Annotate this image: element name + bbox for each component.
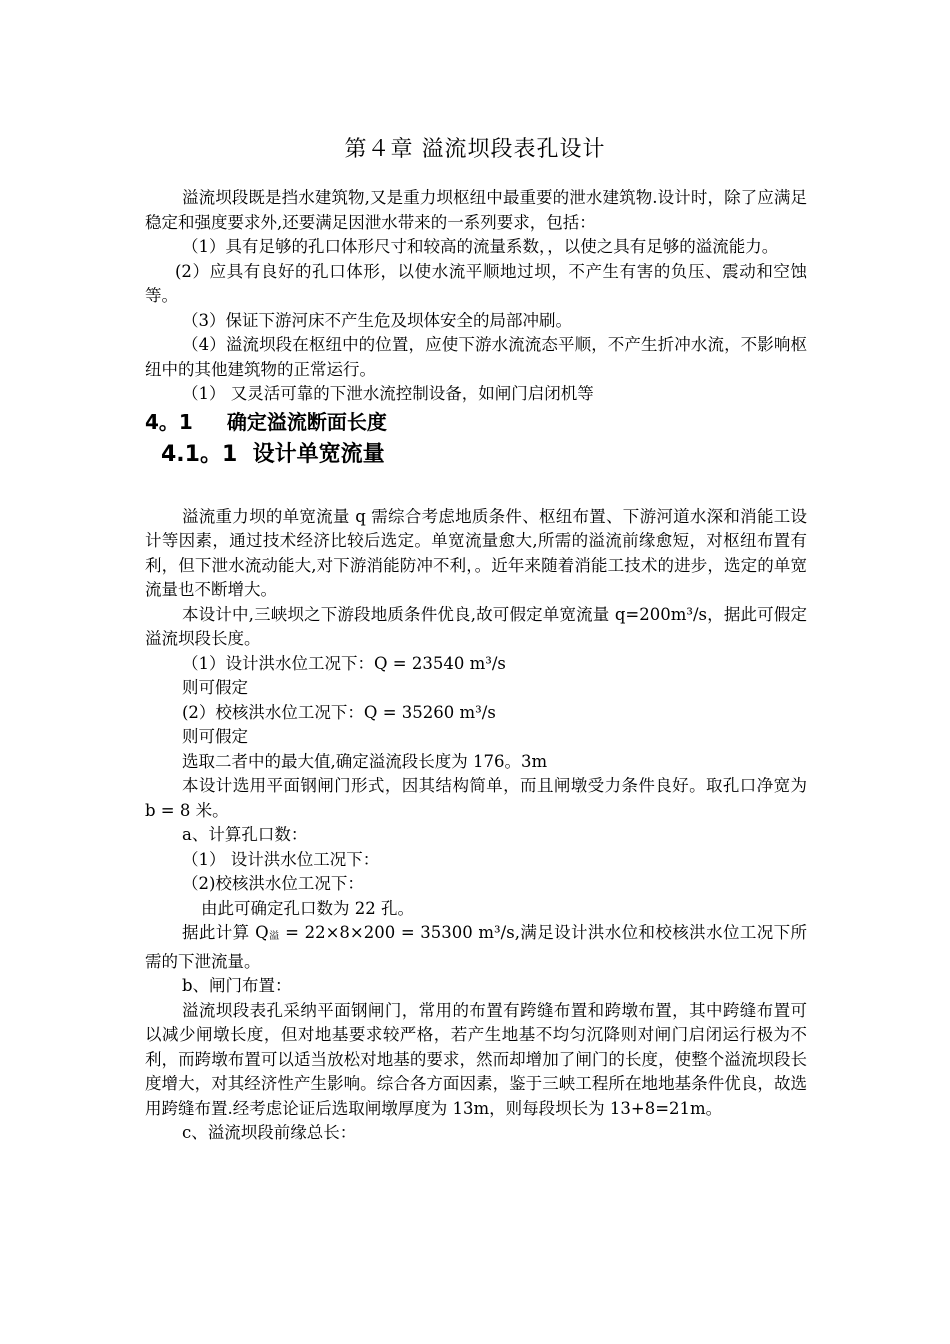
paragraph: 溢流重力坝的单宽流量 q 需综合考虑地质条件、枢纽布置、下游河道水深和消能工设计等因素，通过技术经济比较后选定。单宽流量愈大,所需的溢流前缘愈短，对枢纽布置有利，但下泄水流动能大,对下游消能防冲不利，。近年来随着消能工技术的进步，选定的单宽流量也不断增大。 <box>145 506 807 599</box>
paragraph: （1） 设计洪水位工况下： <box>182 849 380 869</box>
paragraph: （2)校核洪水位工况下： <box>182 874 364 893</box>
document-body <box>145 186 807 1146</box>
section-number: 4。1 <box>145 409 193 434</box>
intro-item-2: (2）应具有良好的孔口体形，以使水流平顺地过坝，不产生有害的负压、震动和空蚀等。 <box>145 261 807 305</box>
text-run: 据此计算 Q <box>182 923 269 942</box>
paragraph: b、闸门布置： <box>182 976 292 995</box>
paragraph: 由此可确定孔口数为 22 孔。 <box>201 898 414 918</box>
subscript: 溢 <box>268 931 280 942</box>
chapter-title: 第４章 溢流坝段表孔设计 <box>344 137 606 162</box>
paragraph: a、计算孔口数： <box>182 825 308 844</box>
intro-item-5: （1） 又灵活可靠的下泄水流控制设备，如闸门启闭机等 <box>182 384 594 403</box>
text-run: = 22×8×200 = 35300 m³/s,满足设计洪水位和校核洪水位工况下所需的下泄流量。 <box>145 923 807 971</box>
intro-item-1: （1）具有足够的孔口体形尺寸和较高的流量系数，，以使之具有足够的溢流能力。 <box>182 237 779 256</box>
section-heading-4-1-1 <box>161 441 807 469</box>
paragraph: 溢流坝段表孔采纳平面钢闸门，常用的布置有跨缝布置和跨墩布置，其中跨缝布置可以减少闸墩长度，但对地基要求较严格，若产生地基不均匀沉降则对闸门启闭运行极为不利，而跨墩布置可以适当放松对地基的要求，然而却增加了闸门的长度，使整个溢流坝段长度增大，对其经济性产生影响。综合各方面因素，鉴于三峡工程所在地地基条件优良，故选用跨缝布置.经考虑论证后选取闸墩厚度为 13m，则每段坝长为 13+8=21m。 <box>145 1000 807 1118</box>
paragraph: 本设计选用平面钢闸门形式，因其结构简单，而且闸墩受力条件良好。取孔口净宽为 b = 8 米。 <box>145 776 807 820</box>
paragraph: 本设计中,三峡坝之下游段地质条件优良,故可假定单宽流量 q=200m³/s，据此可假定溢流坝段长度。 <box>145 604 807 648</box>
intro-item-4: （4）溢流坝段在枢纽中的位置，应使下游水流流态平顺，不产生折冲水流，不影响枢纽中的其他建筑物的正常运行。 <box>145 335 807 379</box>
section-title: 确定溢流断面长度 <box>226 409 387 434</box>
paragraph: (2）校核洪水位工况下：Q = 35260 m³/s <box>182 702 496 722</box>
paragraph: （1）设计洪水位工况下：Q = 23540 m³/s <box>182 653 506 673</box>
subsection-title: 设计单宽流量 <box>252 441 385 467</box>
paragraph: 选取二者中的最大值,确定溢流段长度为 176。3m <box>182 751 548 771</box>
intro-item-3: （3）保证下游河床不产生危及坝体安全的局部冲刷。 <box>182 310 572 330</box>
paragraph: 则可假定 <box>182 678 248 697</box>
paragraph: 则可假定 <box>182 727 248 746</box>
paragraph: c、溢流坝段前缘总长： <box>182 1123 357 1142</box>
intro-paragraph: 溢流坝段既是挡水建筑物,又是重力坝枢纽中最重要的泄水建筑物.设计时，除了应满足稳定和强度要求外,还要满足因泄水带来的一系列要求，包括： <box>145 188 807 232</box>
section-heading-4-1 <box>145 409 807 435</box>
subsection-number: 4.1。1 <box>161 441 238 467</box>
paragraph <box>145 921 807 974</box>
